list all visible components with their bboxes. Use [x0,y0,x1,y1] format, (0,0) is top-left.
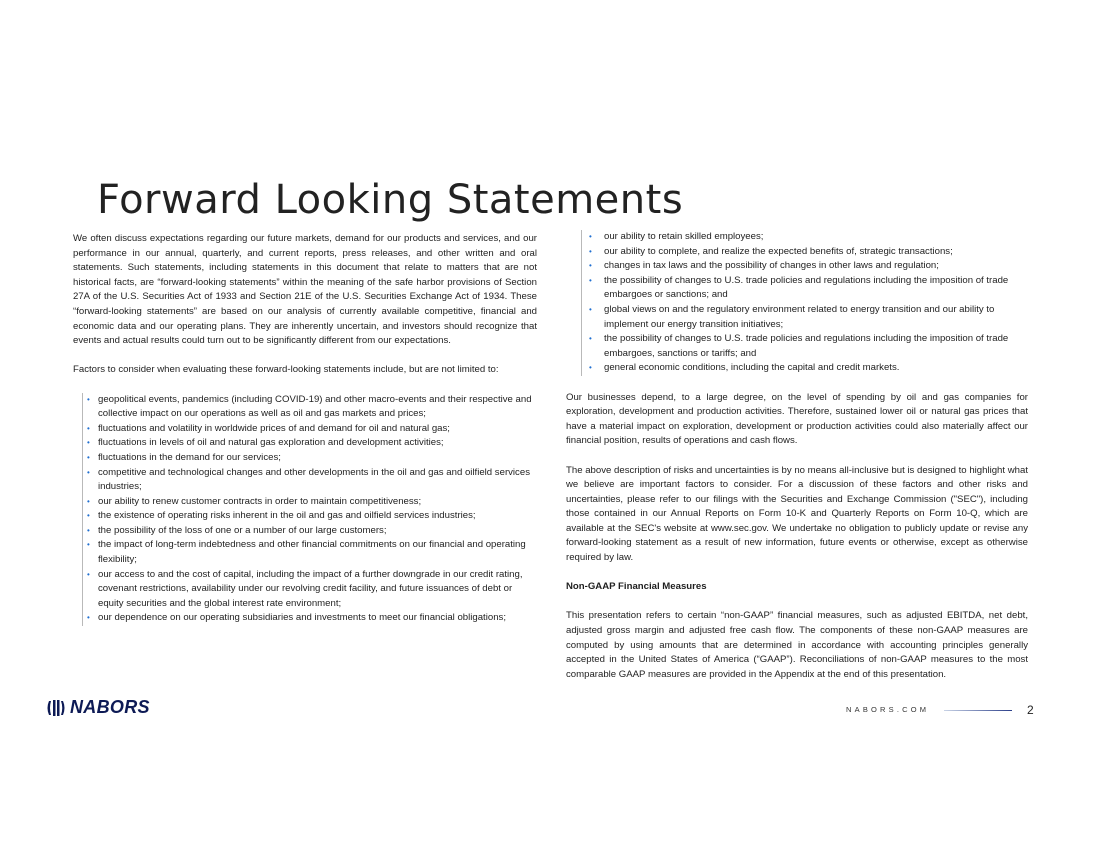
right-column [566,230,1028,682]
list-item: • global views on and the regulatory environment related to energy transition and our ability to implement our energy transition initiatives; [604,303,1028,332]
right-bullet-list [581,230,1028,376]
list-item: • our ability to retain skilled employees; [604,230,1028,245]
list-item: • our ability to complete, and realize the expected benefits of, strategic transactions; [604,245,1028,260]
list-item: • the possibility of the loss of one or a number of our large customers; [98,524,537,539]
list-item: • our dependence on our operating subsidiaries and investments to meet our financial obligations; [98,611,537,626]
list-item: • geopolitical events, pandemics (including COVID-19) and other macro-events and their respective and collective impact on our operations as well as oil and gas markets and prices; [98,393,537,422]
list-item: • our ability to renew customer contracts in order to maintain competitiveness; [98,495,537,510]
website-url: NABORS.COM [846,705,930,714]
list-item: • fluctuations and volatility in worldwide prices of and demand for oil and natural gas; [98,422,537,437]
left-column [73,232,537,626]
list-item: • fluctuations in the demand for our services; [98,451,537,466]
intro-paragraph: We often discuss expectations regarding our future markets, demand for our products and services, and our performance in our annual, quarterly, and current reports, press releases, and other written and oral statements. Such statements, including statements in this document that relate to matters that are not historical facts, are “forward-looking statements” within the meaning of the safe harbor provisions of Section 27A of the U.S. Securities Act of 1933 and Section 21E of the U.S. Securities Exchange Act of 1934. These “forward-looking statements” are based on our analysis of currently available competitive, financial and economic data and our operating plans. They are inherently uncertain, and investors should recognize that events and actual results could turn out to be significantly different from our expectations. [73,233,537,347]
page-title: Forward Looking Statements [97,176,684,223]
non-gaap-paragraph: This presentation refers to certain “non-GAAP” financial measures, such as adjusted EBITDA, net debt, adjusted gross margin and adjusted free cash flow. The components of these non-GAAP measures are computed by using amounts that are determined in accordance with accounting principles generally accepted in the United States of America (“GAAP”). Reconciliations of non-GAAP measures to the most comparable GAAP measures are provided in the Appendix at the end of this presentation. [566,610,1028,680]
nabors-logo [46,697,150,718]
non-gaap-heading: Non-GAAP Financial Measures [566,581,707,593]
list-item: • the impact of long-term indebtedness and other financial commitments on our financial and operating flexibility; [98,538,537,567]
list-item: • the possibility of changes to U.S. trade policies and regulations including the imposition of trade embargoes or sanctions; and [604,274,1028,303]
list-item: • changes in tax laws and the possibility of changes in other laws and regulation; [604,259,1028,274]
nabors-logo-icon [46,699,66,717]
footer-divider [944,710,1012,711]
list-item: • our access to and the cost of capital, including the impact of a further downgrade in our credit rating, covenant restrictions, availability under our revolving credit facility, and future issuances of debt or equity securities and the global interest rate environment; [98,568,537,612]
logo-text: NABORS [70,697,150,717]
risk-description-paragraph: The above description of risks and uncertainties is by no means all-inclusive but is designed to highlight what we believe are important factors to consider. For a discussion of these factors and other risks and uncertainties, please refer to our filings with the Securities and Exchange Commission ("SEC"), including those contained in our Annual Reports on Form 10-K and Quarterly Reports on Form 10-Q, which are available at the SEC's website at www.sec.gov. We undertake no obligation to publicly update or revise any forward-looking statement as a result of new information, future events or otherwise, except as otherwise required by law. [566,464,1028,564]
list-item: • competitive and technological changes and other developments in the oil and gas and oilfield services industries; [98,466,537,495]
list-item: • the existence of operating risks inherent in the oil and gas and oilfield services industries; [98,509,537,524]
list-item: • general economic conditions, including the capital and credit markets. [604,361,1028,376]
left-bullet-list [82,393,537,627]
page-number: 2 [1027,703,1034,717]
business-dependence-paragraph: Our businesses depend, to a large degree, on the level of spending by oil and gas companies for exploration, development and production activities. Therefore, sustained lower oil or natural gas prices that have a material impact on exploration, development or production activities could also materially affect our financial position, results of operations and cash flows. [566,391,1028,447]
list-item: • fluctuations in levels of oil and natural gas exploration and development activities; [98,436,537,451]
factors-intro: Factors to consider when evaluating these forward-looking statements include, but are not limited to: [73,364,499,376]
list-item: • the possibility of changes to U.S. trade policies and regulations including the imposition of trade embargoes, sanctions or tariffs; and [604,332,1028,361]
